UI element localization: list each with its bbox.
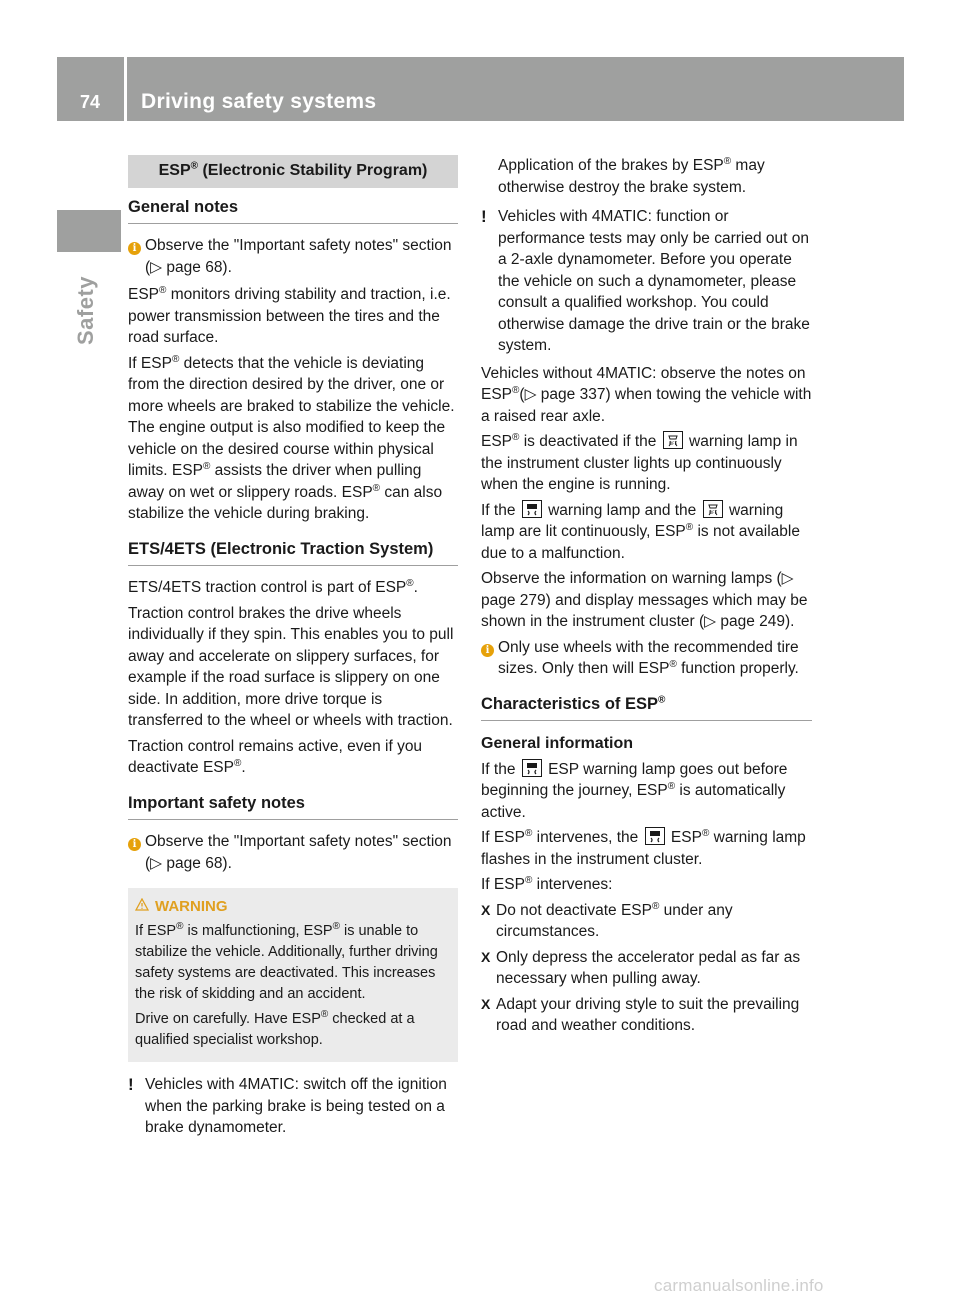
page-ref-arrow-icon: ▷ [781, 570, 794, 587]
caution-icon: ! [128, 1075, 134, 1094]
paragraph: ETS/4ETS traction control is part of ESP®. [128, 577, 418, 596]
info-note: i Observe the "Important safety notes" section (▷ page 68). [128, 235, 458, 278]
page-reference-link[interactable]: page 68). [166, 854, 232, 872]
paragraph: Vehicles without 4MATIC: observe the notes on ESP®(▷ page 337) when towing the vehicle with a raised rear axle. [481, 364, 812, 425]
important-safety-heading: Important safety notes [128, 793, 458, 821]
info-note: i Only use wheels with the recommended tire sizes. Only then will ESP® function properly. [481, 637, 812, 680]
svg-text:OFF: OFF [708, 509, 717, 515]
svg-text:OFF: OFF [668, 441, 677, 446]
info-icon: i [481, 644, 494, 657]
warning-text: If ESP® is malfunctioning, ESP® is unable to stabilize the vehicle. Additionally, further driving safety systems are deactivated. This increases the risk of skidding and an accident. [135, 921, 438, 1002]
page-reference-link[interactable]: page 68). [166, 258, 232, 276]
page-reference-link[interactable]: page 279) and display messages which may be shown in the instrument cluster ( [481, 591, 808, 630]
paragraph: If the ESP warning lamp goes out before beginning the journey, ESP® is automatically active. [481, 760, 788, 821]
paragraph: If ESP® intervenes, the ESP® warning lamp flashes in the instrument cluster. [481, 827, 806, 868]
warning-triangle-icon [135, 896, 149, 917]
header-divider [124, 57, 127, 121]
paragraph: If the warning lamp and the OFF warning lamp are lit continuously, ESP® is not available due to a malfunction. [481, 501, 800, 562]
watermark: carmanualsonline.info [654, 1276, 824, 1295]
characteristics-heading: Characteristics of ESP® [481, 694, 812, 722]
caution-note: ! Vehicles with 4MATIC: function or performance tests may only be carried out on a 2-axle dynamometer. Before you operate the vehicle on such a dynamometer, please consult a qualified workshop. You could otherwise damage the drive train or the brake system. [481, 207, 810, 354]
esp-warning-lamp-icon [522, 500, 542, 518]
running-title: Driving safety systems [141, 90, 377, 113]
right-column [481, 155, 812, 1041]
paragraph: Application of the brakes by ESP® may otherwise destroy the brake system. [498, 155, 765, 196]
ets-heading: ETS/4ETS (Electronic Traction System) [128, 539, 458, 567]
esp-off-warning-lamp-icon [663, 431, 683, 449]
page-reference-link[interactable]: page 249). [720, 613, 795, 630]
paragraph: ESP® monitors driving stability and traction, i.e. power transmission between the tires and the road surface. [128, 284, 451, 346]
instruction-step: X Do not deactivate ESP® under any circumstances. [481, 900, 733, 940]
step-arrow-icon: X [481, 901, 491, 918]
esp-warning-lamp-icon [645, 827, 665, 845]
paragraph: Traction control brakes the drive wheels individually if they spin. This enables you to pull away and accelerate on slippery surfaces, for example if the road surface is slippery on one side. In addition, more drive torque is transferred to the wheel or wheels with traction. [128, 604, 454, 729]
step-arrow-icon: X [481, 995, 491, 1012]
page-ref-arrow-icon: ▷ [150, 854, 163, 872]
esp-off-warning-lamp-icon [703, 500, 723, 518]
general-notes-heading: General notes [128, 197, 458, 225]
warning-title: WARNING [135, 896, 451, 917]
section-title: ESP® (Electronic Stability Program) [128, 155, 458, 188]
warning-box [128, 888, 458, 1062]
paragraph: If ESP® intervenes: [481, 874, 613, 893]
paragraph: Traction control remains active, even if you deactivate ESP®. [128, 737, 423, 776]
step-arrow-icon: X [481, 948, 491, 965]
esp-warning-lamp-icon [522, 759, 542, 777]
left-column [128, 155, 458, 1145]
paragraph: If ESP® detects that the vehicle is deviating from the direction desired by the driver, one or more wheels are braked to stabilize the vehicle. The engine output is also modified to keep the vehicle on the desired course within physical limits. ESP® assists the driver when pulling away on wet or slippery roads. ESP® can also stabilize the vehicle during braking. [128, 353, 455, 522]
info-note: i Observe the "Important safety notes" section (▷ page 68). [128, 831, 458, 874]
page-ref-arrow-icon: ▷ [524, 386, 537, 403]
page-number: 74 [79, 92, 101, 112]
caution-icon: ! [481, 207, 487, 226]
info-icon: i [128, 242, 141, 255]
page-ref-arrow-icon: ▷ [704, 613, 717, 630]
instruction-step: X Only depress the accelerator pedal as far as necessary when pulling away. [481, 948, 801, 987]
caution-note: ! Vehicles with 4MATIC: switch off the ignition when the parking brake is being tested on a brake dynamometer. [128, 1075, 447, 1136]
instruction-step: X Adapt your driving style to suit the prevailing road and weather conditions. [481, 995, 800, 1034]
page-ref-arrow-icon: ▷ [150, 258, 163, 276]
info-icon: i [128, 838, 141, 851]
warning-text: Drive on carefully. Have ESP® checked at a qualified specialist workshop. [135, 1009, 415, 1048]
page-reference-link[interactable]: page 337) when towing the vehicle with a raised rear axle. [481, 386, 812, 425]
side-tab-block [57, 210, 121, 252]
general-information-heading: General information [481, 735, 634, 752]
paragraph: Observe the information on warning lamps (▷ page 279) and display messages which may be shown in the instrument cluster (▷ page 249). [481, 570, 808, 630]
side-tab-label: Safety [73, 275, 98, 345]
paragraph: ESP® is deactivated if the OFF warning lamp in the instrument cluster lights up continuously when the engine is running. [481, 431, 798, 493]
